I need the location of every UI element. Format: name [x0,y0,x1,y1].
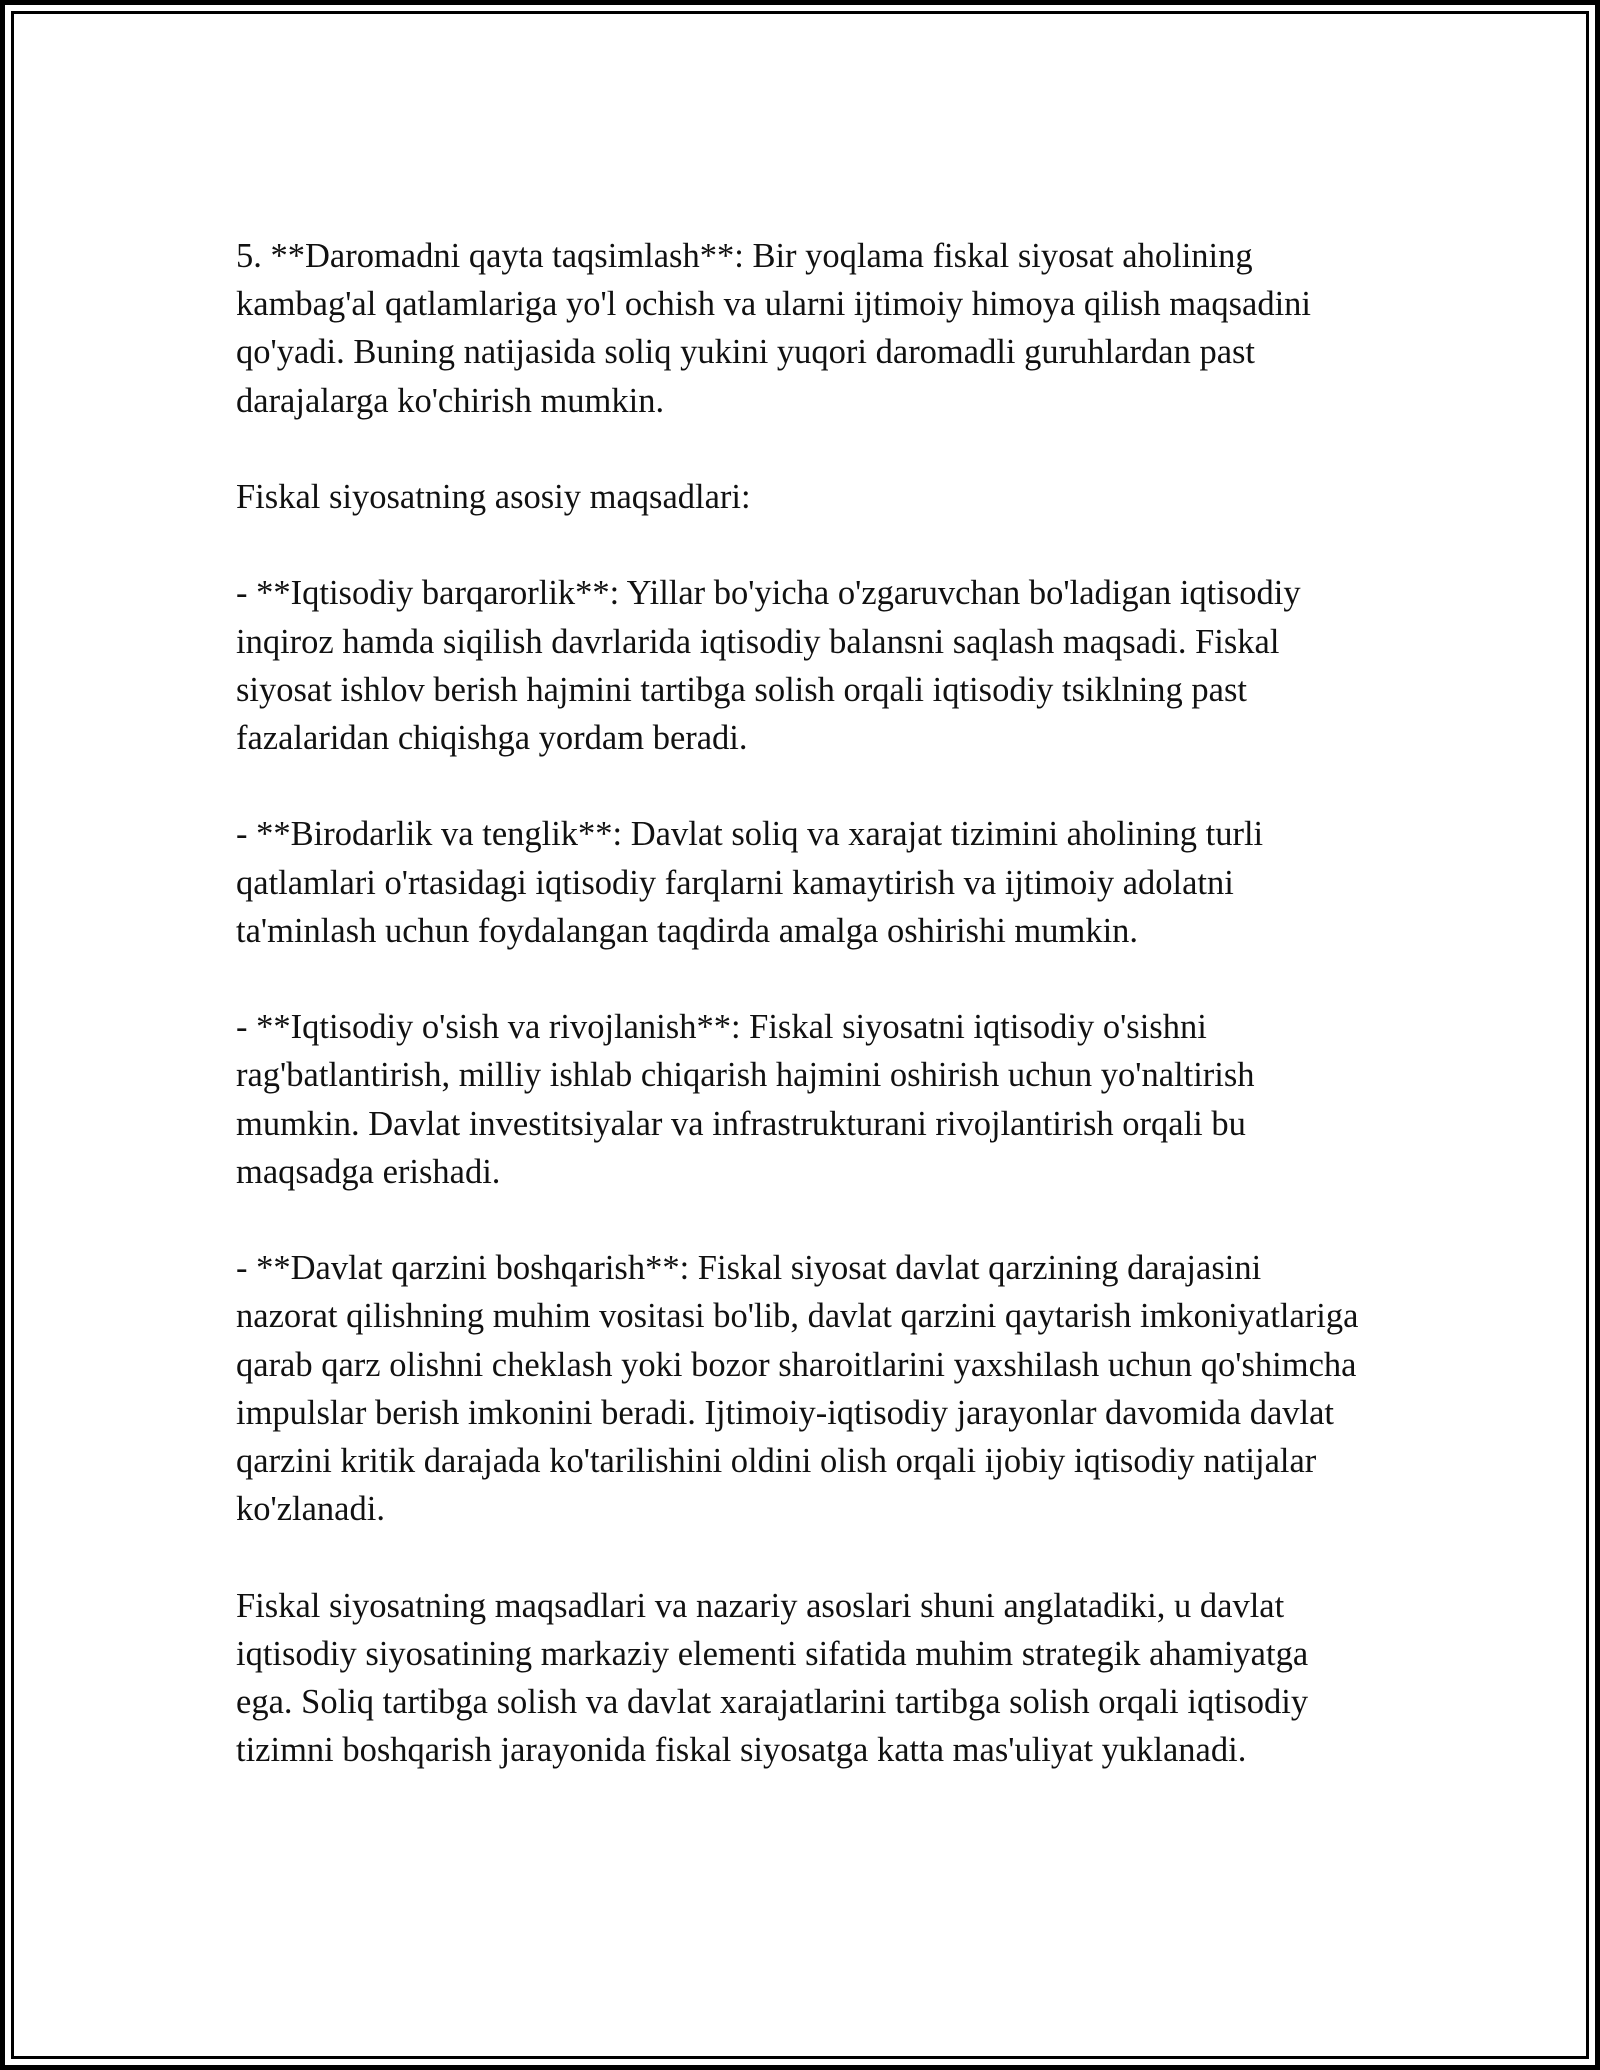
paragraph-growth-development: - **Iqtisodiy o'sish va rivojlanish**: Fiskal siyosatni iqtisodiy o'sishni rag'batlantirish, milliy ishlab chiqarish hajmini oshirish uchun yo'naltirish mumkin. Davlat investitsiyalar va infrastrukturani rivojlantirish orqali bu maqsadga erishadi. [236,1008,1255,1191]
paragraph-goals-heading: Fiskal siyosatning asosiy maqsadlari: [236,478,751,516]
document-body [236,232,1366,1774]
paragraph-fraternity-equality: - **Birodarlik va tenglik**: Davlat soliq va xarajat tizimini aholining turli qatlamlari o'rtasidagi iqtisodiy farqlarni kamaytirish va ijtimoiy adolatni ta'minlash uchun foydalangan taqdirda amalga oshirishi mumkin. [236,815,1264,950]
paragraph-income-redistribution: 5. **Daromadni qayta taqsimlash**: Bir yoqlama fiskal siyosat aholining kambag'al qatlamlariga yo'l ochish va ularni ijtimoiy himoya qilish maqsadini qo'yadi. Buning natijasida soliq yukini yuqori daromadli guruhlardan past darajalarga ko'chirish mumkin. [236,237,1312,420]
paragraph-economic-stability: - **Iqtisodiy barqarorlik**: Yillar bo'yicha o'zgaruvchan bo'ladigan iqtisodiy inqiroz hamda siqilish davrlarida iqtisodiy balansni saqlash maqsadi. Fiskal siyosat ishlov berish hajmini tartibga solish orqali iqtisodiy tsiklning past fazalaridan chiqishga yordam beradi. [236,574,1301,757]
paragraph-public-debt: - **Davlat qarzini boshqarish**: Fiskal siyosat davlat qarzining darajasini nazorat qilishning muhim vositasi bo'lib, davlat qarzini qaytarish imkoniyatlariga qarab qarz olishni cheklash yoki bozor sharoitlarini yaxshilash uchun qo'shimcha impulslar berish imkonini beradi. Ijtimoiy-iqtisodiy jarayonlar davomida davlat qarzini kritik darajada ko'tarilishini oldini olish orqali ijobiy iqtisodiy natijalar ko'zlanadi. [236,1249,1359,1529]
paragraph-conclusion: Fiskal siyosatning maqsadlari va nazariy asoslari shuni anglatadiki, u davlat iqtisodiy siyosatining markaziy elementi sifatida muhim strategik ahamiyatga ega. Soliq tartibga solish va davlat xarajatlarini tartibga solish orqali iqtisodiy tizimni boshqarish jarayonida fiskal siyosatga katta mas'uliyat yuklanadi. [236,1586,1309,1770]
